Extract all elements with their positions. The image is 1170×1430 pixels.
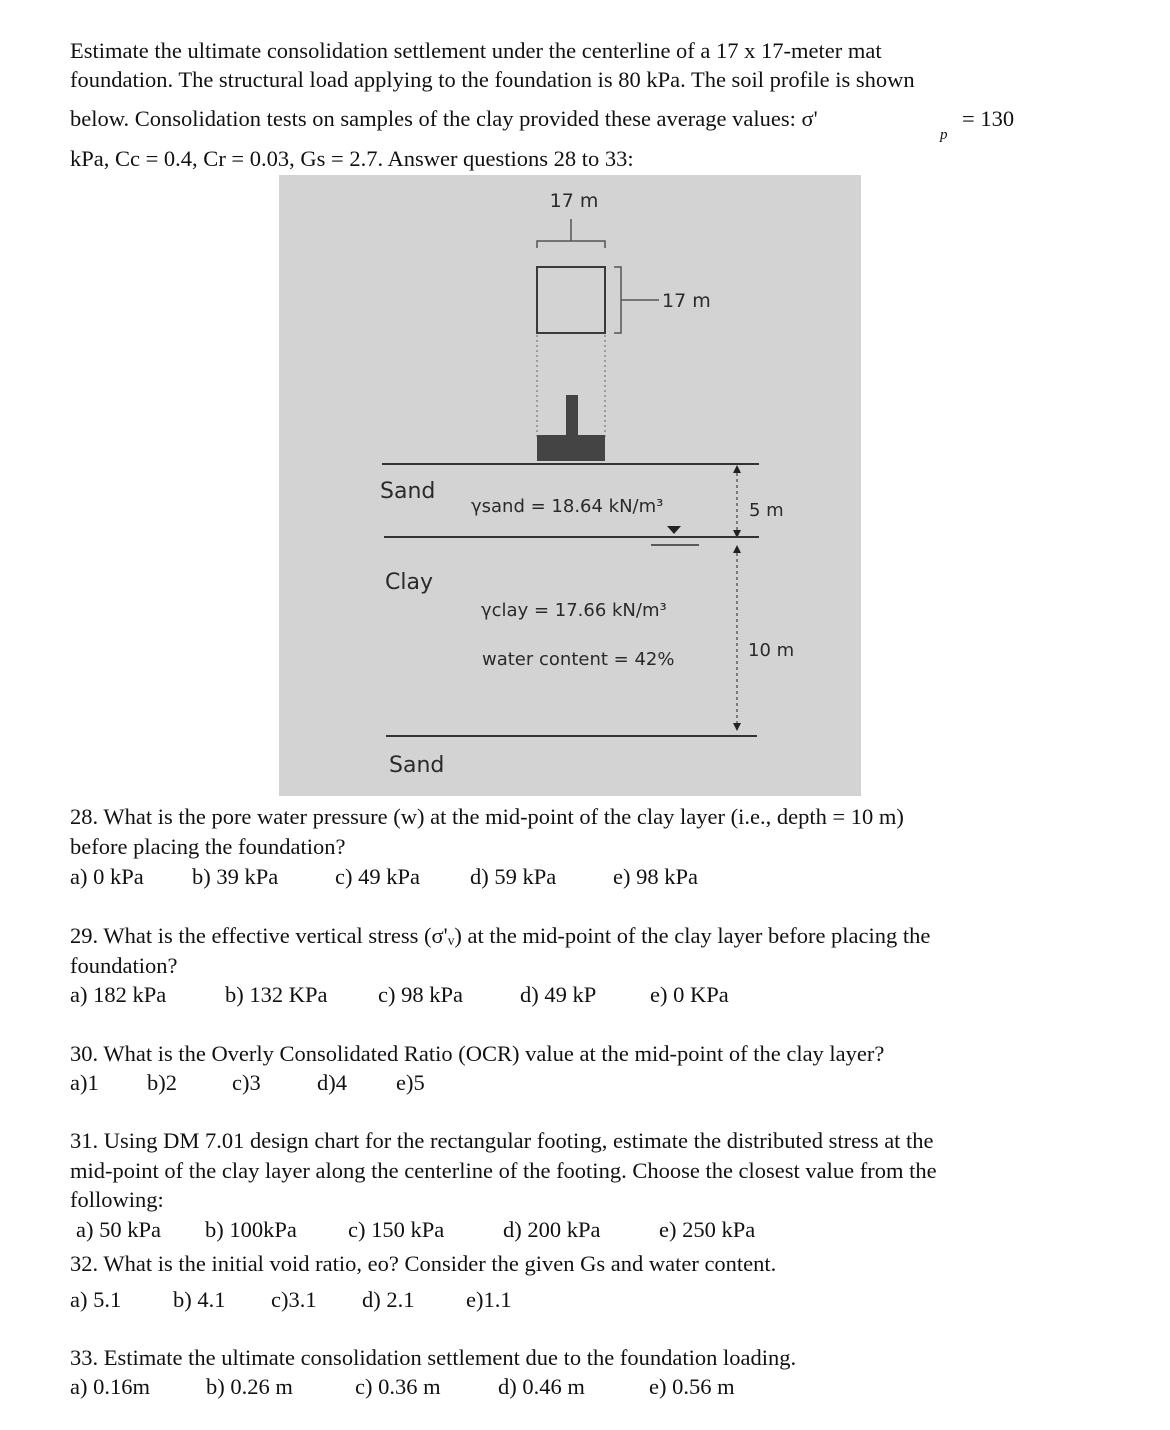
q29-option-a[interactable]: a) 182 kPa [70,982,167,1007]
sand-thickness-label: 5 m [749,500,784,521]
clay-unit-weight: γclay = 17.66 kN/m³ [481,600,667,621]
footing-plan-square [537,267,605,333]
footing-column [566,395,578,435]
sigma-p-subscript: p [940,127,948,143]
q28-option-d[interactable]: d) 59 kPa [470,864,557,889]
clay-dim-arrow-up [733,545,741,553]
clay-water-content: water content = 42% [482,649,675,670]
q31-text-line-1: 31. Using DM 7.01 design chart for the rectangular footing, estimate the distributed stress at the [70,1128,934,1153]
q33-option-c[interactable]: c) 0.36 m [355,1374,441,1399]
intro-line-1: Estimate the ultimate consolidation settlement under the centerline of a 17 x 17-meter mat [70,38,882,63]
q30-option-a[interactable]: a)1 [70,1070,99,1095]
sand-unit-weight: γsand = 18.64 kN/m³ [471,496,664,517]
q28-option-c[interactable]: c) 49 kPa [335,864,420,889]
q31-option-e[interactable]: e) 250 kPa [659,1217,756,1242]
clay-dim-arrow-down [733,723,741,731]
water-table-symbol [667,526,681,534]
q33-text-line-1: 33. Estimate the ultimate consolidation settlement due to the foundation loading. [70,1345,797,1370]
plan-width-label: 17 m [549,190,599,212]
q30-option-b[interactable]: b)2 [147,1070,177,1095]
q31-text-line-3: following: [70,1187,164,1212]
q31-text-line-2: mid-point of the clay layer along the centerline of the footing. Choose the closest value from the [70,1158,937,1183]
q29-option-e[interactable]: e) 0 KPa [650,982,729,1007]
q29-text-line-2: foundation? [70,953,178,978]
q33-option-a[interactable]: a) 0.16m [70,1374,150,1399]
q31-option-d[interactable]: d) 200 kPa [503,1217,601,1242]
sand-dim-arrow-up [733,465,741,473]
q33-option-e[interactable]: e) 0.56 m [649,1374,735,1399]
q28-option-e[interactable]: e) 98 kPa [613,864,698,889]
plan-width-bracket [537,241,605,248]
q30-option-c[interactable]: c)3 [232,1070,261,1095]
sand-bottom-label: Sand [389,753,445,778]
plan-length-bracket [614,267,621,333]
intro-line-2: foundation. The structural load applying to the foundation is 80 kPa. The soil profile is shown [70,67,915,92]
q32-option-c[interactable]: c)3.1 [271,1287,317,1312]
q28-option-b[interactable]: b) 39 kPa [192,864,279,889]
footing-mat [537,435,605,461]
q32-option-a[interactable]: a) 5.1 [70,1287,122,1312]
q32-option-d[interactable]: d) 2.1 [362,1287,415,1312]
q29-option-b[interactable]: b) 132 KPa [225,982,328,1007]
q32-option-e[interactable]: e)1.1 [466,1287,512,1312]
q30-text-line-1: 30. What is the Overly Consolidated Ratio (OCR) value at the mid-point of the clay layer? [70,1041,885,1066]
q28-text-line-1: 28. What is the pore water pressure (w) at the mid-point of the clay layer (i.e., depth = 10 m) [70,804,904,829]
q31-option-a[interactable]: a) 50 kPa [76,1217,161,1242]
sand-top-label: Sand [380,479,436,504]
soil-profile-figure [279,175,861,796]
intro-line-3-value: = 130 [962,106,1015,131]
soil-profile-diagram [279,175,861,796]
q29-option-d[interactable]: d) 49 kP [520,982,597,1007]
q30-option-e[interactable]: e)5 [396,1070,425,1095]
q29-option-c[interactable]: c) 98 kPa [378,982,463,1007]
q29-text-line-1: 29. What is the effective vertical stress (σ'ᵥ) at the mid-point of the clay layer before placing the [70,923,931,948]
q33-option-d[interactable]: d) 0.46 m [498,1374,585,1399]
plan-length-label: 17 m [662,290,711,312]
q30-option-d[interactable]: d)4 [317,1070,347,1095]
q28-text-line-2: before placing the foundation? [70,834,346,859]
q31-option-b[interactable]: b) 100kPa [205,1217,297,1242]
q32-text-line-1: 32. What is the initial void ratio, eo? Consider the given Gs and water content. [70,1251,777,1276]
q33-option-b[interactable]: b) 0.26 m [206,1374,293,1399]
clay-label: Clay [385,570,433,595]
q32-option-b[interactable]: b) 4.1 [173,1287,226,1312]
intro-line-3: below. Consolidation tests on samples of the clay provided these average values: σ' [70,106,818,131]
intro-line-4: kPa, Cc = 0.4, Cr = 0.03, Gs = 2.7. Answer questions 28 to 33: [70,146,634,171]
clay-thickness-label: 10 m [748,640,795,661]
q28-option-a[interactable]: a) 0 kPa [70,864,144,889]
q31-option-c[interactable]: c) 150 kPa [348,1217,445,1242]
